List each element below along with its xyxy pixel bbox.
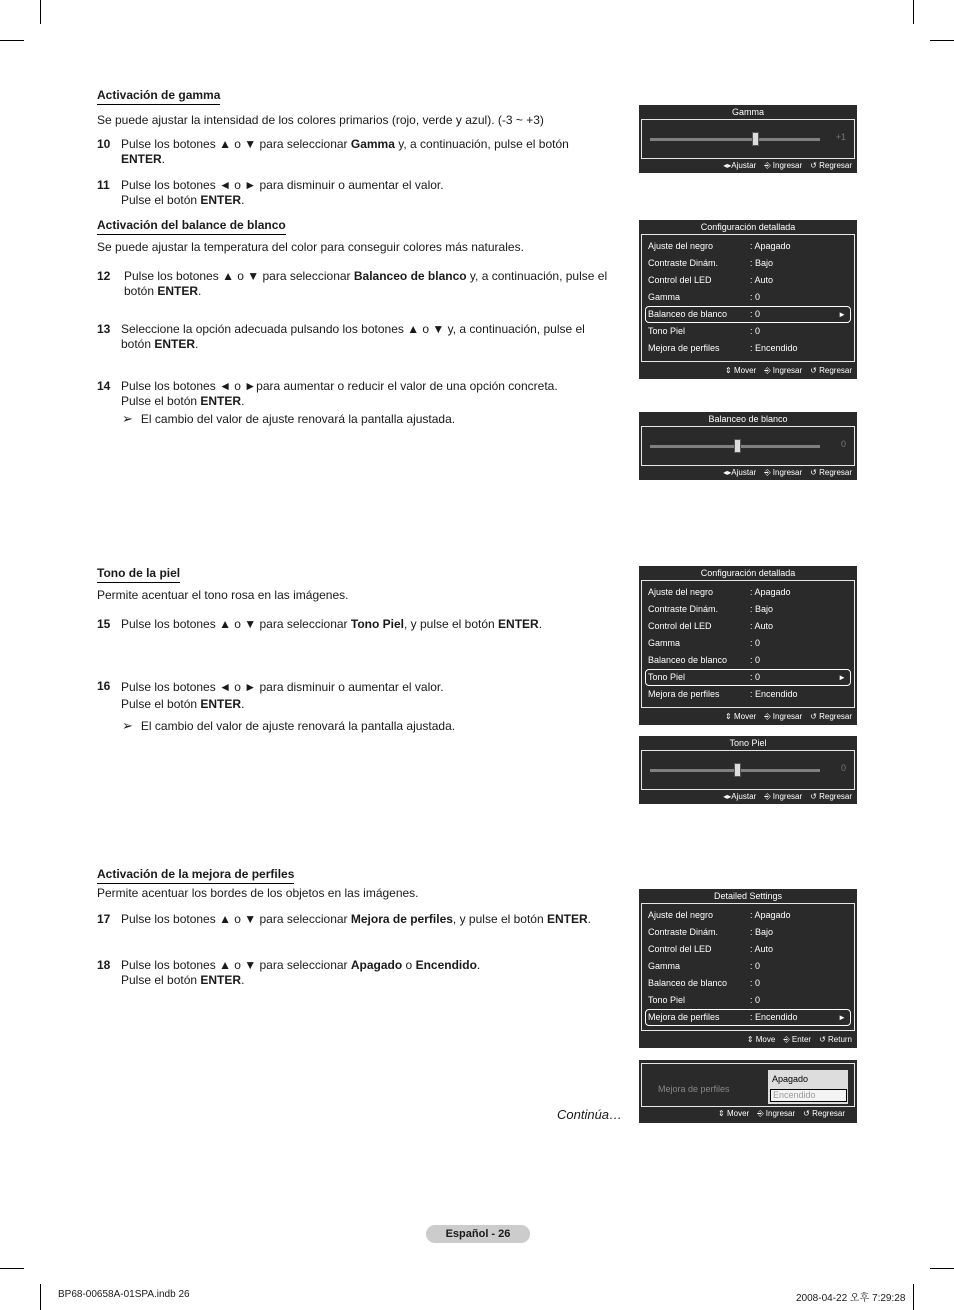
print-footer-date: 2008-04-22 오후 7:29:28 (796, 1293, 906, 1304)
step-number: 18 (97, 958, 111, 972)
option-apagado[interactable]: Apagado (772, 1074, 809, 1084)
crop-mark (930, 40, 954, 41)
step-number: 15 (97, 617, 111, 631)
detail-settings-osd-2 (639, 566, 857, 725)
crop-mark (40, 1284, 41, 1310)
edge-enhancement-dropdown-osd (639, 1060, 857, 1123)
slider-value: 0 (840, 439, 846, 449)
skin-tone-slider[interactable] (642, 751, 854, 789)
note-arrow-icon: ➢ (122, 718, 133, 733)
detail-settings-osd-1 (639, 220, 857, 379)
dropdown-label: Mejora de perfiles (658, 1084, 730, 1094)
heading-skin-tone: Tono de la piel (97, 566, 180, 583)
slider-value: 0 (840, 763, 846, 773)
menu-row[interactable]: Gamma : 0 (648, 638, 761, 648)
crop-mark (0, 1268, 24, 1269)
return-hint: ↺ Regresar (810, 468, 852, 477)
heading-gamma: Activación de gamma (97, 88, 220, 105)
step-10: 10 Pulse los botones ▲ o ▼ para seleccionar Gamma y, a continuación, pulse el botón ENTER. (97, 137, 569, 166)
menu-row-selected[interactable]: Mejora de perfiles : Encendido ► (645, 1009, 851, 1026)
move-hint: ⇕ Move (746, 1035, 776, 1044)
option-encendido[interactable]: Encendido (770, 1089, 847, 1102)
page-number-badge: Español - 26 (426, 1225, 530, 1243)
return-hint: ↺ Regresar (810, 712, 852, 721)
step-number: 17 (97, 912, 111, 926)
crop-mark (0, 40, 24, 41)
step-number: 11 (97, 178, 110, 192)
slider-knob[interactable] (752, 132, 759, 146)
note-arrow-icon: ➢ (122, 411, 133, 426)
intro-skin-tone: Permite acentuar el tono rosa en las imágenes. (97, 588, 349, 602)
menu-row[interactable]: Mejora de perfiles : Encendido (648, 689, 798, 699)
osd-title: Balanceo de blanco (708, 414, 788, 424)
step-13: 13 Seleccione la opción adecuada pulsando los botones ▲ o ▼ y, a continuación, pulse el botón ENTER. (97, 322, 585, 351)
return-hint: ↺ Regresar (810, 792, 852, 801)
step-16: 16 Pulse los botones ◄ o ► para disminuir o aumentar el valor. Pulse el botón ENTER. (97, 679, 444, 711)
osd-title: Gamma (731, 107, 764, 117)
enter-hint: ⎆ Ingresar (764, 792, 803, 801)
return-hint: ↺ Return (819, 1035, 852, 1044)
adjust-hint: ◂▸Ajustar (723, 161, 757, 170)
enter-hint: ⎆ Enter (783, 1035, 812, 1044)
osd-title: Configuración detallada (700, 568, 796, 578)
return-hint: ↺ Regresar (803, 1109, 845, 1118)
arrow-right-icon: ► (838, 1013, 846, 1022)
continues-label: Continúa… (557, 1107, 623, 1122)
arrow-right-icon: ► (838, 310, 846, 319)
return-hint: ↺ Regresar (810, 161, 852, 170)
menu-row[interactable]: Ajuste del negro : Apagado (648, 910, 791, 920)
adjust-hint: ◂▸Ajustar (723, 468, 757, 477)
detail-settings-osd-3 (639, 889, 857, 1048)
return-hint: ↺ Regresar (810, 366, 852, 375)
adjust-hint: ◂▸Ajustar (723, 792, 757, 801)
osd-title: Configuración detallada (700, 222, 796, 232)
menu-row[interactable]: Tono Piel : 0 (648, 326, 761, 336)
enter-hint: ⎆ Ingresar (764, 366, 803, 375)
menu-row[interactable]: Balanceo de blanco : 0 (648, 978, 761, 988)
menu-row-selected[interactable]: Balanceo de blanco : 0 ► (645, 306, 851, 323)
heading-white-balance: Activación del balance de blanco (97, 218, 286, 235)
heading-edge-enhancement: Activación de la mejora de perfiles (97, 867, 294, 884)
dropdown-options[interactable] (768, 1070, 848, 1104)
step-number: 13 (97, 322, 111, 336)
skin-tone-osd (639, 736, 857, 804)
step-15: 15 Pulse los botones ▲ o ▼ para seleccionar Tono Piel, y pulse el botón ENTER. (97, 617, 543, 631)
crop-mark (40, 0, 41, 24)
menu-row[interactable]: Gamma : 0 (648, 292, 761, 302)
osd-title: Tono Piel (729, 738, 767, 748)
menu-row[interactable]: Ajuste del negro : Apagado (648, 241, 791, 251)
note-white-balance: ➢ El cambio del valor de ajuste renovará la pantalla ajustada. (122, 411, 456, 426)
menu-row[interactable]: Control del LED : Auto (648, 944, 774, 954)
osd-title: Detailed Settings (713, 891, 783, 901)
step-17: 17 Pulse los botones ▲ o ▼ para seleccionar Mejora de perfiles, y pulse el botón ENTER. (97, 912, 591, 926)
move-hint: ⇕ Mover (725, 712, 757, 721)
crop-mark (913, 0, 914, 24)
step-number: 10 (97, 137, 111, 151)
menu-row[interactable]: Mejora de perfiles : Encendido (648, 343, 798, 353)
enter-hint: ⎆ Ingresar (764, 712, 803, 721)
menu-row[interactable]: Tono Piel : 0 (648, 995, 761, 1005)
menu-row[interactable]: Control del LED : Auto (648, 275, 774, 285)
step-number: 16 (97, 679, 111, 693)
menu-row[interactable]: Control del LED : Auto (648, 621, 774, 631)
step-number: 14 (97, 379, 111, 393)
gamma-slider[interactable] (642, 120, 854, 158)
step-18: 18 Pulse los botones ▲ o ▼ para seleccionar Apagado o Encendido. Pulse el botón ENTER. (97, 958, 481, 987)
menu-row[interactable]: Gamma : 0 (648, 961, 761, 971)
menu-row[interactable]: Ajuste del negro : Apagado (648, 587, 791, 597)
intro-edge-enhancement: Permite acentuar los bordes de los objetos en las imágenes. (97, 886, 419, 900)
gamma-osd (639, 105, 857, 173)
note-skin-tone: ➢ El cambio del valor de ajuste renovará la pantalla ajustada. (122, 718, 456, 733)
intro-white-balance: Se puede ajustar la temperatura del color para conseguir colores más naturales. (97, 240, 524, 254)
menu-row[interactable]: Balanceo de blanco : 0 (648, 655, 761, 665)
step-number: 12 (97, 269, 111, 283)
arrow-right-icon: ► (838, 673, 846, 682)
menu-row[interactable]: Contraste Dinám. : Bajo (648, 604, 774, 614)
step-11: 11 Pulse los botones ◄ o ► para disminuir o aumentar el valor. Pulse el botón ENTER. (97, 178, 444, 207)
menu-row[interactable]: Contraste Dinám. : Bajo (648, 258, 774, 268)
move-hint: ⇕ Mover (725, 366, 757, 375)
white-balance-slider[interactable] (642, 427, 854, 465)
enter-hint: ⎆ Ingresar (764, 161, 803, 170)
intro-gamma: Se puede ajustar la intensidad de los colores primarios (rojo, verde y azul). (-3 ~ +3) (97, 113, 544, 127)
slider-value: +1 (835, 132, 846, 142)
crop-mark (913, 1284, 914, 1310)
move-hint: ⇕ Mover (718, 1109, 750, 1118)
crop-mark (930, 1268, 954, 1269)
menu-row[interactable]: Contraste Dinám. : Bajo (648, 927, 774, 937)
slider-knob[interactable] (734, 439, 741, 453)
print-footer-file: BP68-00658A-01SPA.indb 26 (58, 1289, 190, 1300)
enter-hint: ⎆ Ingresar (764, 468, 803, 477)
step-12: 12 Pulse los botones ▲ o ▼ para seleccionar Balanceo de blanco y, a continuación, pulse el botón ENTER. (97, 269, 608, 298)
menu-row-selected[interactable]: Tono Piel : 0 ► (645, 669, 851, 686)
slider-knob[interactable] (734, 763, 741, 777)
step-14: 14 Pulse los botones ◄ o ►para aumentar o reducir el valor de una opción concreta. Pulse el botón ENTER. (97, 379, 558, 408)
white-balance-osd (639, 412, 857, 480)
enter-hint: ⎆ Ingresar (757, 1109, 796, 1118)
